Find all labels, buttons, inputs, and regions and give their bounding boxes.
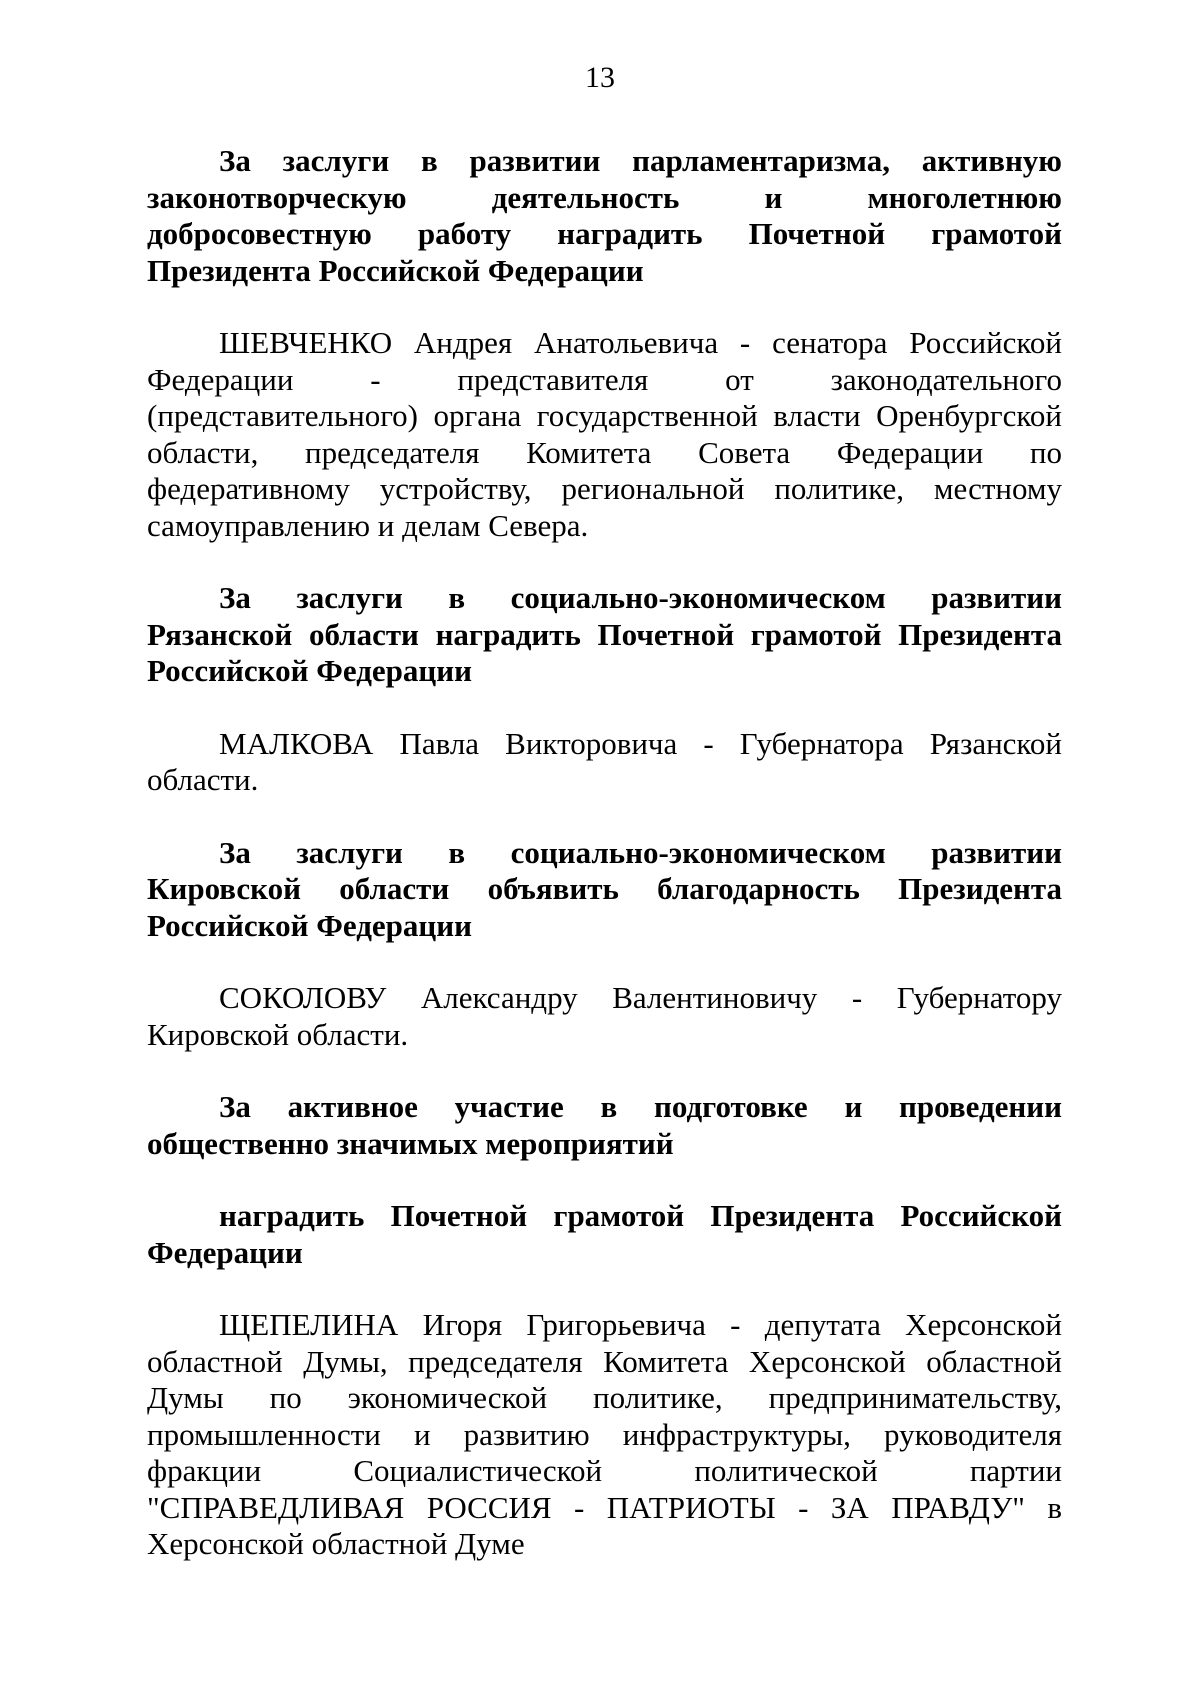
award-heading-public-events: За активное участие в подготовке и проведении общественно значимых мероприятий [147, 1089, 1062, 1161]
awardee-malkov: МАЛКОВА Павла Викторовича - Губернатора Рязанской области. [147, 725, 1062, 797]
award-heading-parliamentarism: За заслуги в развитии парламентаризма, активную законотворческую деятельность и многолетнюю добросовестную работу наградить Почетной грамотой Президента Российской Федерации [147, 143, 1062, 288]
award-heading-kirov: За заслуги в социально-экономическом развитии Кировской области объявить благодарность Президента Российской Федерации [147, 834, 1062, 943]
awardee-shchepelin: ЩЕПЕЛИНА Игоря Григорьевича - депутата Херсонской областной Думы, председателя Комитета Херсонской областной Думы по экономической политике, предпринимательству, промышленности и развитию инфраструктуры, руководителя фракции Социалистической политической партии "СПРАВЕДЛИВАЯ РОССИЯ - ПАТРИОТЫ - ЗА ПРАВДУ" в Херсонской областной Думе [147, 1307, 1062, 1561]
awardee-shevchenko: ШЕВЧЕНКО Андрея Анатольевича - сенатора Российской Федерации - представителя от законодательного (представительного) органа государственной власти Оренбургской области, председателя Комитета Совета Федерации по федеративному устройству, региональной политике, местному самоуправлению и делам Севера. [147, 325, 1062, 543]
awardee-sokolov: СОКОЛОВУ Александру Валентиновичу - Губернатору Кировской области. [147, 980, 1062, 1052]
award-heading-ryazan: За заслуги в социально-экономическом развитии Рязанской области наградить Почетной грамотой Президента Российской Федерации [147, 580, 1062, 688]
award-heading-honorary-diploma: наградить Почетной грамотой Президента Российской Федерации [147, 1198, 1062, 1270]
page-number: 13 [585, 61, 615, 94]
document-body [147, 143, 1062, 1563]
